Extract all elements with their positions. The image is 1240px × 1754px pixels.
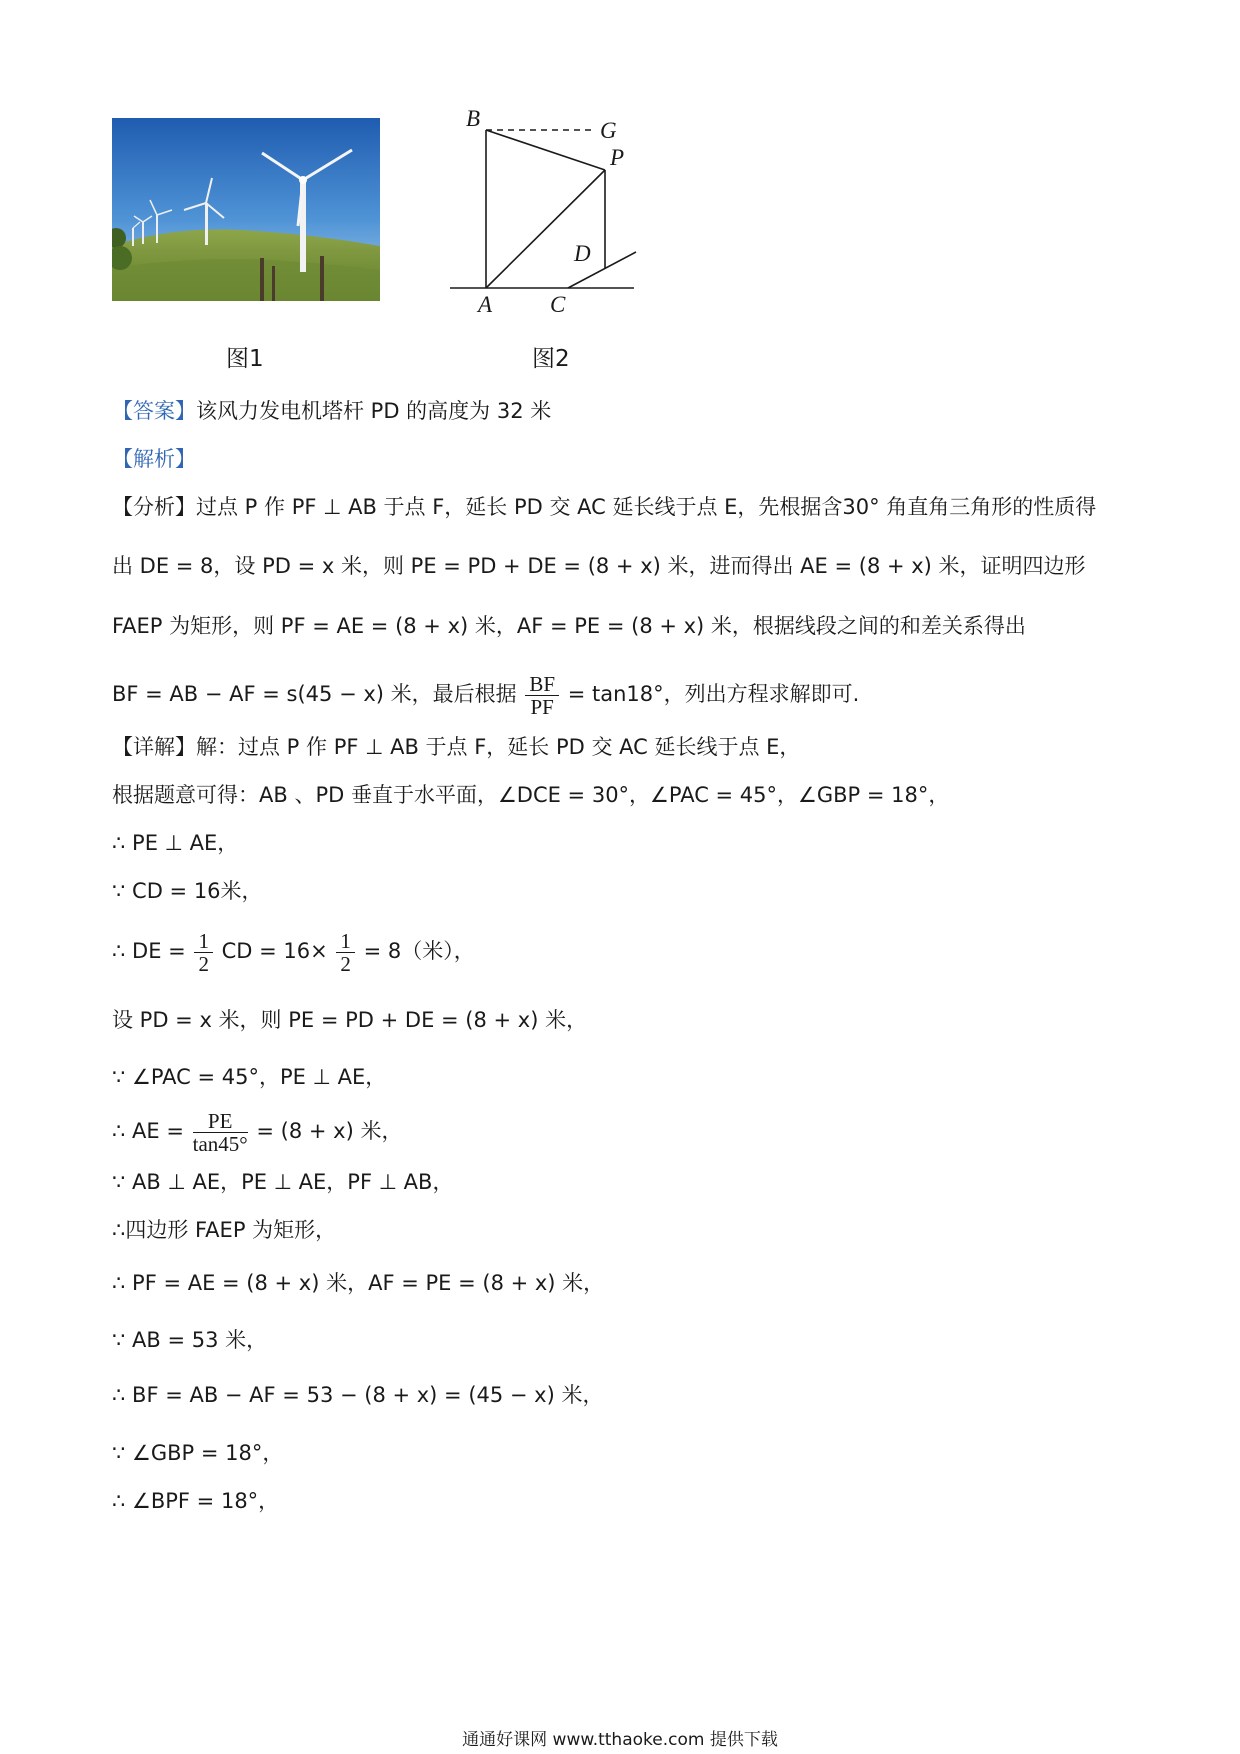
- label-P: P: [610, 145, 625, 170]
- wind-turbine-photo: [112, 118, 380, 301]
- answer-text: 该风力发电机塔杆 PD 的高度为 32 米: [196, 399, 552, 423]
- fraction-denominator: tan45°: [192, 1131, 248, 1156]
- solution-line-7: ∵ ∠PAC = 45°，PE ⊥ AE，: [112, 1065, 387, 1089]
- fraction-numerator: BF: [525, 673, 559, 696]
- geometry-diagram: [448, 106, 648, 326]
- solution-line-5-part-b: CD = 16×: [221, 939, 328, 963]
- label-A: A: [478, 292, 493, 317]
- answer-tag: 【答案】: [112, 399, 196, 423]
- solution-line-13: ∴ BF = AB − AF = 53 − (8 + x) = (45 − x) 米，: [112, 1383, 604, 1407]
- solution-line-10: ∴四边形 FAEP 为矩形，: [112, 1218, 337, 1242]
- fraction-numerator: 1: [194, 930, 213, 953]
- fraction-one-half-2: [336, 930, 355, 975]
- fraction-denominator: 2: [198, 951, 209, 976]
- solution-line-12: ∵ AB = 53 米，: [112, 1328, 268, 1352]
- analysis-heading: 【解析】: [112, 447, 196, 471]
- analysis-line-2: 出 DE = 8，设 PD = x 米，则 PE = PD + DE = (8 + x) 米，进而得出 AE = (8 + x) 米，证明四边形: [112, 554, 1086, 578]
- solution-line-11: ∴ PF = AE = (8 + x) 米，AF = PE = (8 + x) 米，: [112, 1271, 605, 1295]
- label-G: G: [600, 118, 617, 143]
- solution-line-6: 设 PD = x 米，则 PE = PD + DE = (8 + x) 米，: [112, 1008, 588, 1032]
- fraction-denominator: 2: [340, 951, 351, 976]
- analysis-line-1: 【分析】过点 P 作 PF ⊥ AB 于点 F，延长 PD 交 AC 延长线于点 E，先根据含30° 角直角三角形的性质得: [112, 495, 1097, 519]
- label-C: C: [550, 292, 566, 317]
- fraction-numerator: PE: [193, 1110, 248, 1133]
- label-D: D: [574, 241, 591, 266]
- solution-line-8-part-b: = (8 + x) 米，: [256, 1119, 403, 1143]
- solution-line-1: 【详解】解：过点 P 作 PF ⊥ AB 于点 F，延长 PD 交 AC 延长线于点 E，: [112, 735, 801, 759]
- solution-line-5: [112, 925, 475, 977]
- solution-line-8-part-a: ∴ AE =: [112, 1119, 184, 1143]
- figure-2-caption: 图2: [532, 346, 570, 372]
- solution-line-8: [112, 1103, 402, 1159]
- fraction-numerator: 1: [336, 930, 355, 953]
- solution-line-2: 根据题意可得：AB 、PD 垂直于水平面，∠DCE = 30°，∠PAC = 45°，∠GBP = 18°，: [112, 783, 950, 807]
- fraction-pe-tan45: [193, 1110, 248, 1155]
- solution-line-3: ∴ PE ⊥ AE，: [112, 831, 239, 855]
- label-B: B: [466, 106, 481, 131]
- solution-line-9: ∵ AB ⊥ AE，PE ⊥ AE，PF ⊥ AB，: [112, 1170, 454, 1194]
- solution-line-14: ∵ ∠GBP = 18°，: [112, 1441, 284, 1465]
- analysis-line-4-part-b: = tan18°，列出方程求解即可.: [567, 682, 860, 706]
- answer-line: [112, 396, 551, 426]
- solution-line-4: ∵ CD = 16米，: [112, 879, 263, 903]
- fraction-one-half: [194, 930, 213, 975]
- fraction-bf-pf: [525, 673, 559, 718]
- analysis-line-4: [112, 668, 859, 720]
- solution-line-5-part-c: = 8（米），: [363, 939, 475, 963]
- analysis-line-3: FAEP 为矩形，则 PF = AE = (8 + x) 米，AF = PE = (8 + x) 米，根据线段之间的和差关系得出: [112, 614, 1026, 638]
- analysis-line-4-part-a: BF = AB − AF = s(45 − x) 米，最后根据: [112, 682, 517, 706]
- solution-line-15: ∴ ∠BPF = 18°，: [112, 1489, 280, 1513]
- page-footer: 通通好课网 www.tthaoke.com 提供下载: [462, 1730, 778, 1750]
- solution-line-5-part-a: ∴ DE =: [112, 939, 186, 963]
- fraction-denominator: PF: [530, 694, 554, 719]
- figure-1-caption: 图1: [226, 346, 264, 372]
